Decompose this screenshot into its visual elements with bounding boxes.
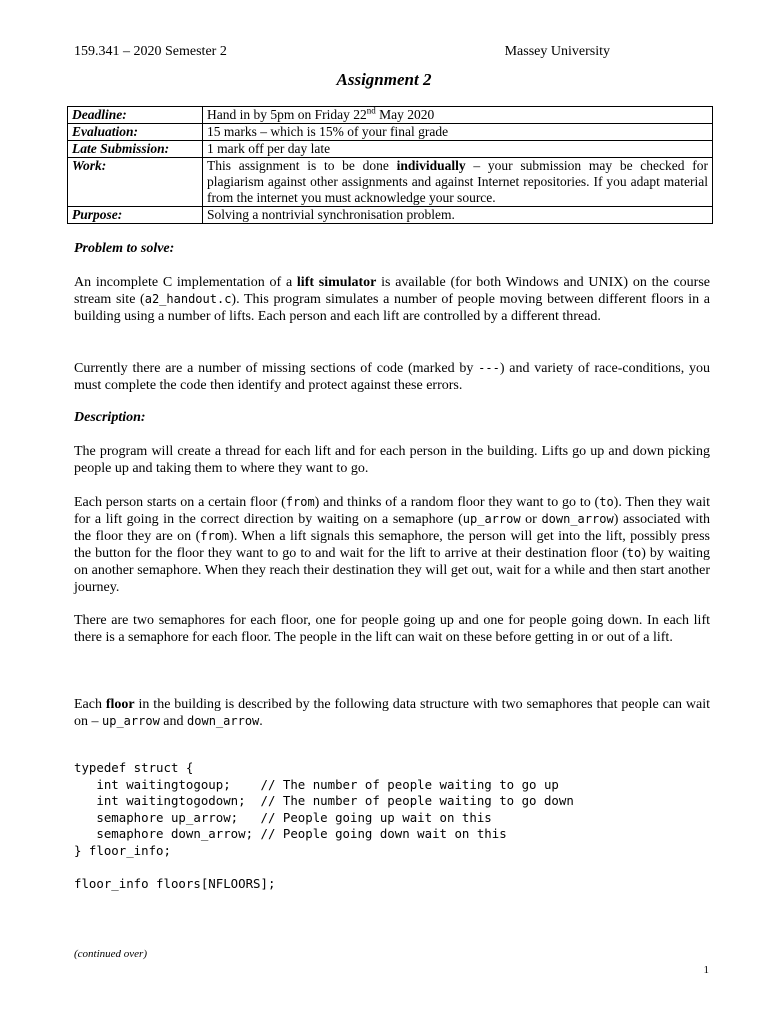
text-run: in the building is described by the following data structure with two semaphores that people can wait on – — [74, 697, 710, 729]
file-name: a2_handout.c — [144, 292, 232, 306]
evaluation-label: Evaluation: — [68, 124, 203, 141]
code-term: to — [626, 546, 642, 560]
text-run: ) and variety of race-conditions, you must complete the code then identify and protect against these errors. — [74, 361, 710, 393]
deadline-month: May 2020 — [375, 107, 435, 122]
page-number: 1 — [703, 964, 709, 976]
text-bold: lift simulator — [296, 275, 377, 290]
table-row-purpose — [68, 207, 713, 224]
purpose-value: Solving a nontrivial synchronisation problem. — [203, 207, 713, 224]
late-submission-label: Late Submission: — [68, 141, 203, 158]
code-term: down_arrow — [541, 512, 614, 526]
course-code: 159.341 – 2020 Semester 2 — [74, 44, 227, 59]
page-title: Assignment 2 — [336, 70, 432, 89]
table-row-deadline — [68, 107, 713, 124]
university-name: Massey University — [504, 44, 610, 59]
floor-info-struct-code: typedef struct { int waitingtogoup; // The number of people waiting to go up int waitingtogodown; // The number of people waiting to go down semaphore up_arrow; // People going up wait on this semaphore down_arrow; // People going down wait on this } floor_info; — [74, 760, 574, 858]
work-value — [203, 158, 713, 207]
work-text-bold: individually — [396, 158, 466, 173]
text-run: ). This program simulates a number of people moving between different floors in a building using a number of lifts. Each person and each lift are controlled by a different thread. — [74, 292, 710, 324]
text-bold: floor — [105, 697, 135, 712]
table-row-evaluation — [68, 124, 713, 141]
work-text-post: – your submission may be checked for plagiarism against other assignments and against Internet repositories. If you adapt material from the internet you must acknowledge your source. — [207, 158, 708, 205]
text-run: ) associated with the floor they are on ( — [74, 512, 710, 544]
work-label: Work: — [68, 158, 203, 207]
text-run: An incomplete C implementation of a — [74, 275, 297, 290]
text-run: . — [259, 714, 263, 729]
floors-array-declaration: floor_info floors[NFLOORS]; — [74, 876, 276, 891]
continued-note: (continued over) — [74, 948, 147, 960]
description-paragraph-4 — [74, 696, 710, 730]
late-submission-value: 1 mark off per day late — [203, 141, 713, 158]
text-run: is available (for both Windows and UNIX) on the course stream site ( — [74, 275, 710, 307]
text-run: Currently there are a number of missing sections of code (marked by — [74, 361, 479, 376]
table-row-work — [68, 158, 713, 207]
purpose-label: Purpose: — [68, 207, 203, 224]
code-marker: --- — [478, 361, 500, 375]
description-paragraph-3: There are two semaphores for each floor, one for people going up and one for people going down. In each lift there is a semaphore for each floor. The people in the lift can wait on these before getting in or out of a lift. — [74, 613, 710, 645]
assignment-info-table — [67, 106, 713, 224]
description-heading: Description: — [74, 410, 146, 425]
table-row-late-submission — [68, 141, 713, 158]
code-term: from — [285, 495, 315, 509]
problem-paragraph-1 — [74, 274, 710, 325]
problem-paragraph-2 — [74, 360, 710, 394]
deadline-value — [203, 107, 713, 124]
work-text-pre: This assignment is to be done — [207, 158, 397, 173]
text-run: ). When a lift signals this semaphore, the person will get into the lift, possibly press the button for the floor they want to go to and wait for the lift to arrive at their destination floor ( — [74, 529, 710, 561]
deadline-label: Deadline: — [68, 107, 203, 124]
description-paragraph-2 — [74, 494, 710, 596]
text-run: and — [159, 714, 188, 729]
code-term: from — [200, 529, 230, 543]
text-run: ) by waiting on another semaphore. When they reach their destination they will get out, wait for a while and then start another journey. — [74, 546, 710, 595]
code-term: up_arrow — [462, 512, 521, 526]
deadline-ordinal: nd — [366, 105, 376, 116]
text-run: ) and thinks of a random floor they want to go to ( — [314, 495, 600, 510]
text-run: ). Then they wait for a lift going in the correct direction by waiting on a semaphore ( — [74, 495, 711, 527]
description-paragraph-1: The program will create a thread for each lift and for each person in the building. Lifts go up and down picking people up and taking them to where they want to go. — [74, 444, 710, 476]
text-run: or — [520, 512, 542, 527]
text-run: Each — [74, 697, 106, 712]
code-term: down_arrow — [187, 714, 260, 728]
text-run: Each person starts on a certain floor ( — [74, 495, 286, 510]
code-term: up_arrow — [102, 714, 160, 728]
problem-heading: Problem to solve: — [74, 241, 175, 256]
evaluation-value: 15 marks – which is 15% of your final grade — [203, 124, 713, 141]
deadline-text: Hand in by 5pm on Friday 22 — [207, 107, 367, 122]
code-term: to — [599, 495, 614, 509]
